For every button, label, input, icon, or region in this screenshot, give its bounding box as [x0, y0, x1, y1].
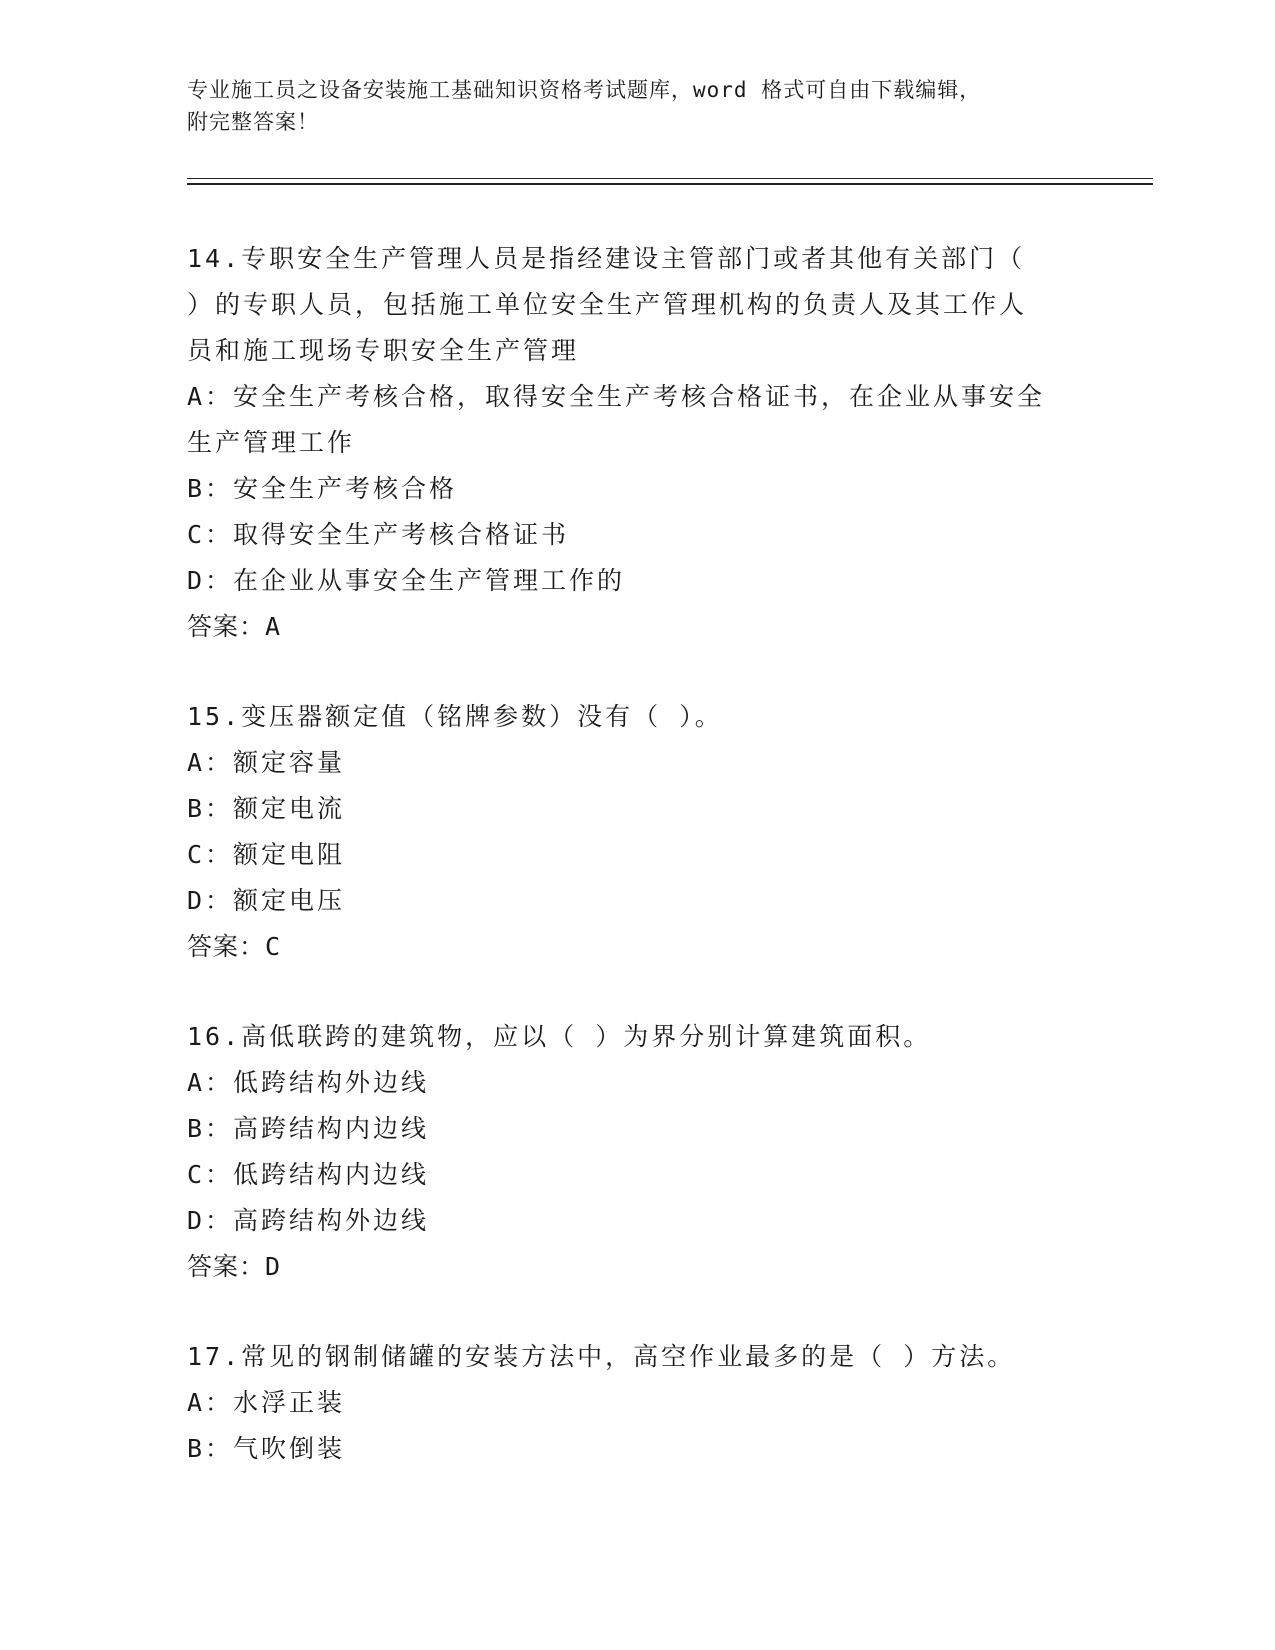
- question-stem-line: 14.专职安全生产管理人员是指经建设主管部门或者其他有关部门（: [187, 244, 1026, 273]
- question-stem-line: 16.高低联跨的建筑物，应以（ ）为界分别计算建筑面积。: [187, 1022, 932, 1051]
- option-d: D：额定电压: [187, 886, 346, 915]
- option-c: C：取得安全生产考核合格证书: [187, 520, 570, 549]
- answer-line: 答案：A: [187, 612, 282, 641]
- question-stem-line: 17.常见的钢制储罐的安装方法中，高空作业最多的是（ ）方法。: [187, 1342, 1016, 1371]
- option-c: C：低跨结构内边线: [187, 1160, 430, 1189]
- answer-line: 答案：D: [187, 1252, 282, 1281]
- header-divider-thin: [187, 178, 1153, 179]
- option-a: A：低跨结构外边线: [187, 1068, 430, 1097]
- header-line-2: 附完整答案！: [187, 110, 319, 134]
- question-list: [187, 236, 1087, 1472]
- option-d: D：高跨结构外边线: [187, 1206, 430, 1235]
- question-stem-line: ）的专职人员，包括施工单位安全生产管理机构的负责人及其工作人: [187, 290, 1028, 319]
- header-divider-thick: [187, 183, 1153, 185]
- question-16: [187, 1014, 1087, 1290]
- option-b: B：高跨结构内边线: [187, 1114, 430, 1143]
- option-a: A：安全生产考核合格，取得安全生产考核合格证书，在企业从事安全: [187, 382, 1046, 411]
- question-17: [187, 1334, 1087, 1472]
- option-a: A：水浮正装: [187, 1388, 346, 1417]
- answer-line: 答案：C: [187, 932, 282, 961]
- question-stem-line: 15.变压器额定值（铭牌参数）没有（ ）。: [187, 702, 723, 731]
- question-stem-line: 员和施工现场专职安全生产管理: [187, 336, 580, 365]
- option-a: A：额定容量: [187, 748, 346, 777]
- option-d: D：在企业从事安全生产管理工作的: [187, 566, 626, 595]
- option-b: B：额定电流: [187, 794, 346, 823]
- option-b: B：安全生产考核合格: [187, 474, 458, 503]
- header-line-1: 专业施工员之设备安装施工基础知识资格考试题库，word 格式可自由下载编辑，: [187, 78, 982, 102]
- option-b: B：气吹倒装: [187, 1434, 346, 1463]
- option-c: C：额定电阻: [187, 840, 346, 869]
- question-15: [187, 694, 1087, 970]
- question-14: [187, 236, 1087, 650]
- document-header: [187, 74, 1087, 138]
- option-a-continued: 生产管理工作: [187, 428, 356, 457]
